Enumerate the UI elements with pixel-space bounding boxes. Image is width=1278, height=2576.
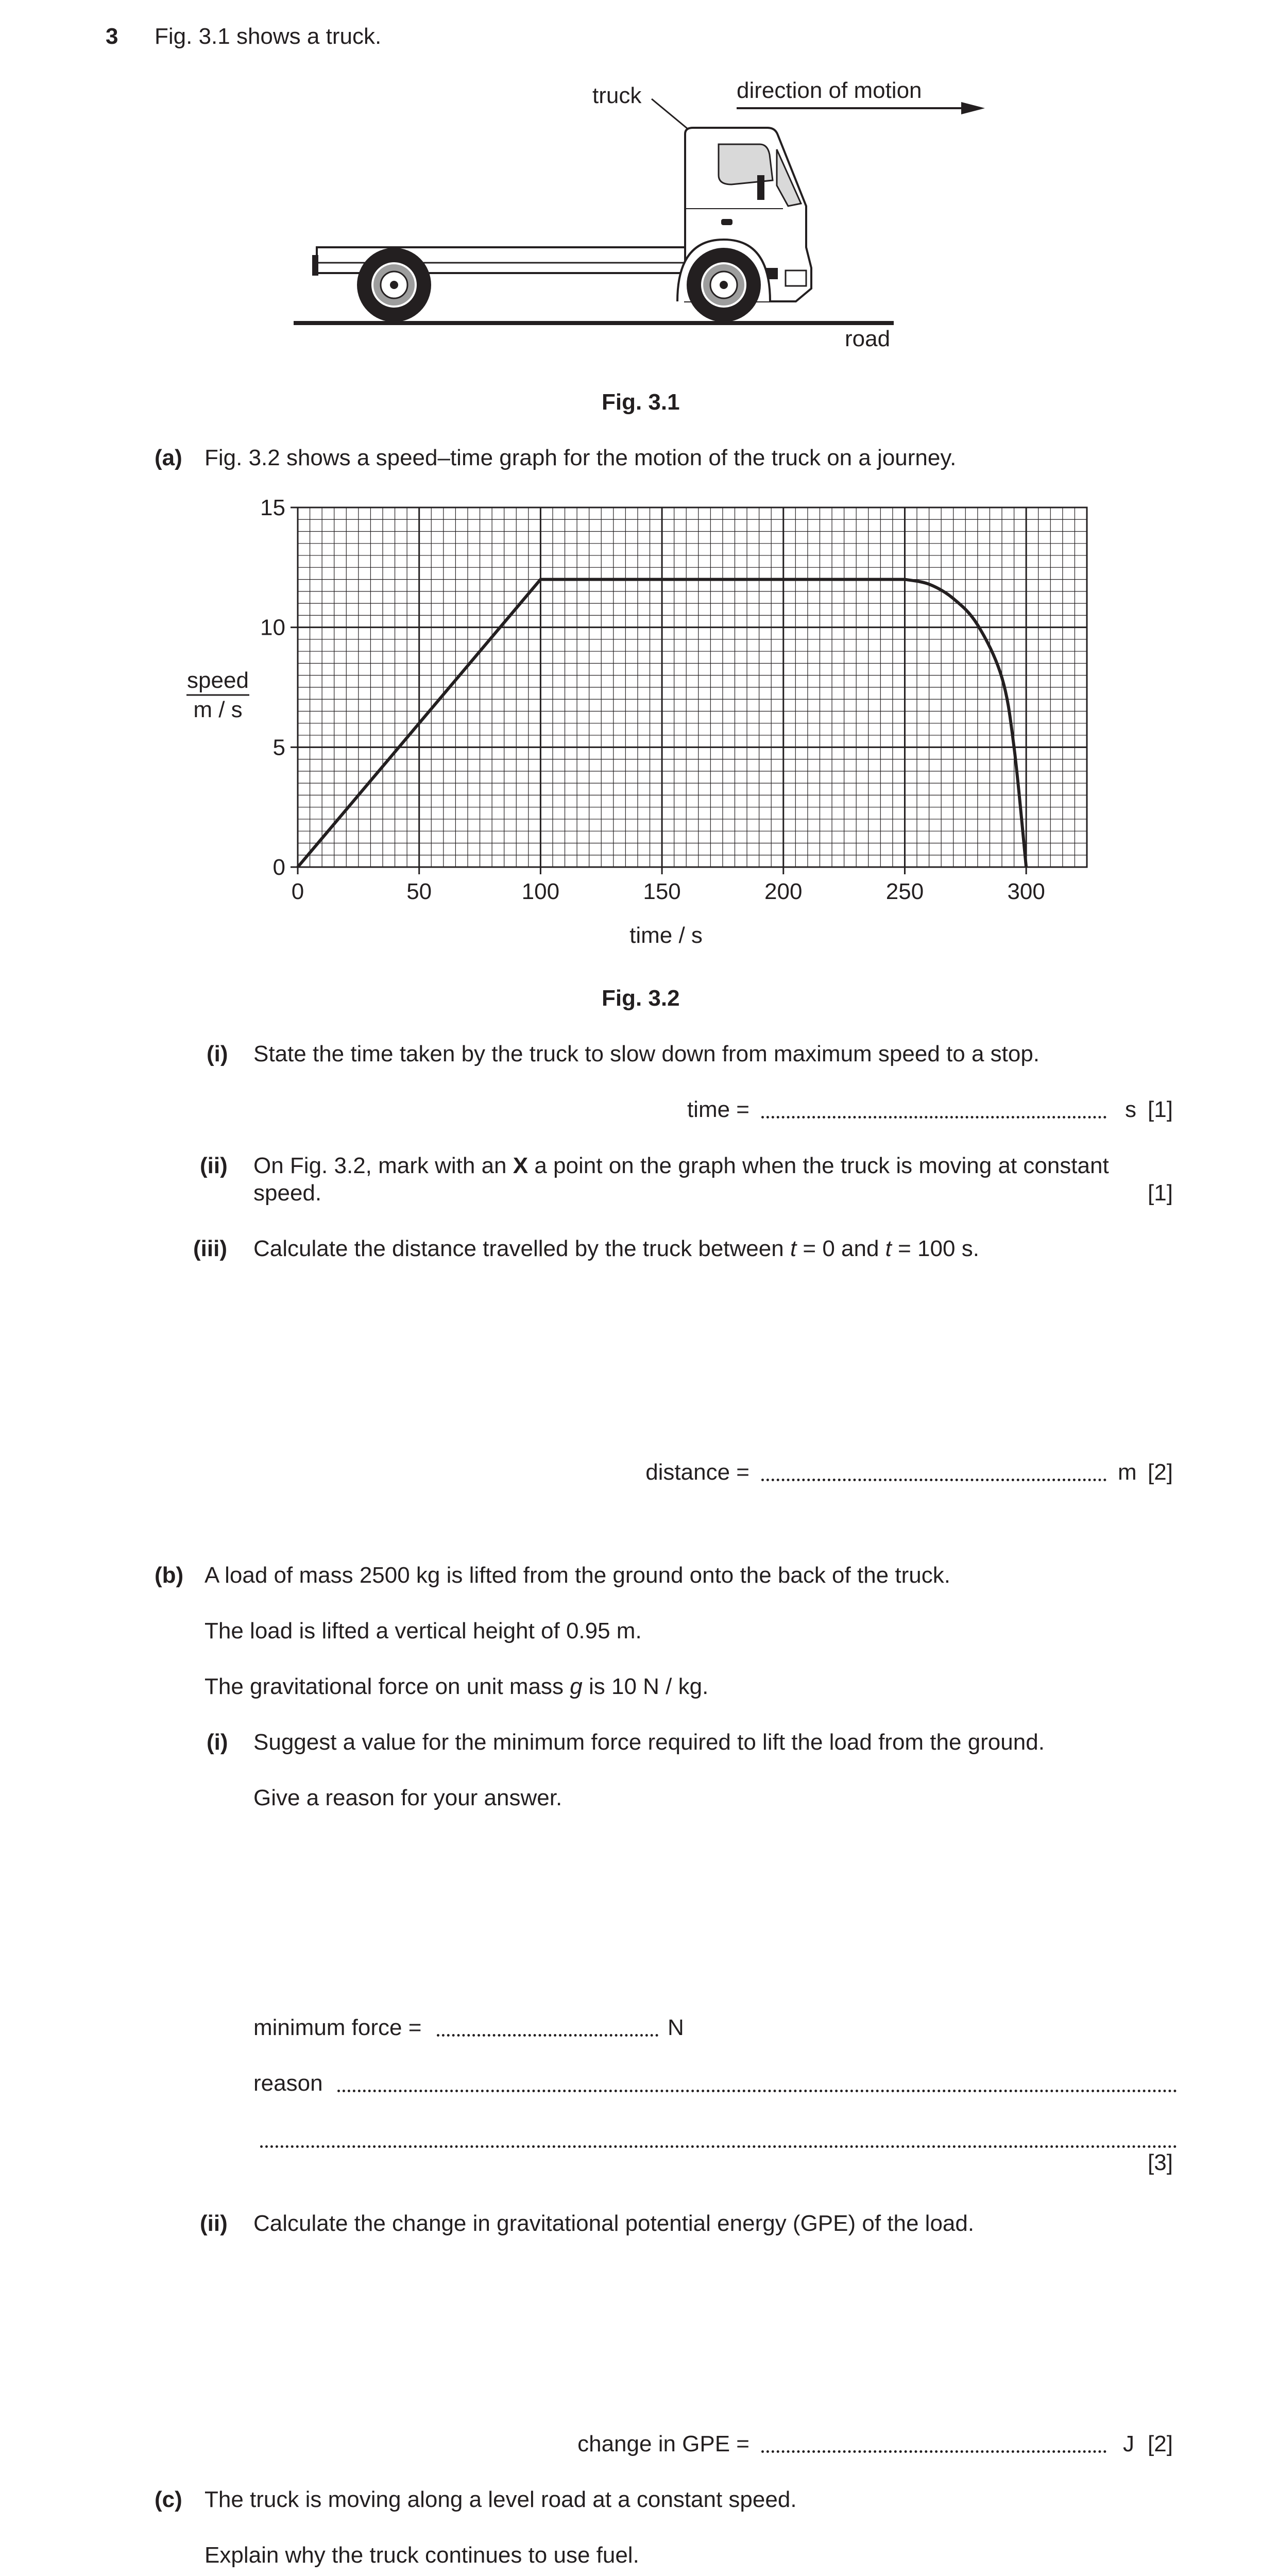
part-b-ii-marks: [2] [1148,2431,1173,2456]
truck-label: truck [592,83,642,108]
part-b-i-text2: Give a reason for your answer. [253,1785,563,1810]
y-tick-label: 0 [272,855,285,880]
part-a-iii-marks: [2] [1148,1460,1173,1485]
distance-unit: m [1118,1460,1137,1485]
fig32-caption: Fig. 3.2 [602,986,680,1011]
question-intro: Fig. 3.1 shows a truck. [155,24,382,49]
y-axis-label-top: speed [187,668,249,693]
truck-rear-light [312,255,318,276]
x-tick-label: 250 [885,879,924,904]
part-b-i-marks: [3] [1148,2150,1173,2175]
truck-mirror [757,175,764,200]
rear-wheel [357,248,431,322]
part-c-label: (c) [155,2487,182,2512]
part-b-ii-label: (ii) [200,2211,228,2236]
truck-figure [278,72,1010,361]
x-tick-label: 150 [643,879,681,904]
distance-answer-field[interactable] [761,1479,1106,1481]
part-b-line3: The gravitational force on unit mass g is 10 N / kg. [205,1674,709,1699]
x-tick-label: 100 [521,879,560,904]
min-force-unit: N [668,2015,684,2040]
truck-door-handle [721,219,732,225]
gpe-unit: J [1123,2431,1134,2456]
part-a-ii-text: On Fig. 3.2, mark with an X a point on the graph when the truck is moving at constant [253,1153,1109,1178]
question-number: 3 [106,24,118,49]
x-tick-label: 50 [406,879,432,904]
truck-bumper [786,270,806,286]
part-a-ii-marks: [1] [1148,1180,1173,1206]
time-unit: s [1125,1097,1136,1122]
part-b-i-text: Suggest a value for the minimum force required to lift the load from the ground. [253,1730,1045,1755]
y-tick-label: 15 [260,495,285,520]
min-force-answer-field[interactable] [437,2034,658,2037]
time-answer-field[interactable] [761,1116,1106,1118]
y-tick-label: 10 [260,615,285,640]
part-a-i-marks: [1] [1148,1097,1173,1122]
part-a-iii-text: Calculate the distance travelled by the truck between t = 0 and t = 100 s. [253,1236,979,1261]
time-answer-label: time = [687,1097,749,1122]
part-b-i-label: (i) [207,1730,228,1755]
part-a-text: Fig. 3.2 shows a speed–time graph for the motion of the truck on a journey. [205,445,957,470]
x-tick-label: 200 [764,879,803,904]
speed-time-chart [170,489,1133,953]
gpe-answer-label: change in GPE = [577,2431,749,2456]
part-b-label: (b) [155,1563,184,1588]
reason-label: reason [253,2071,323,2096]
truck-window [719,144,773,184]
reason-answer-line-1[interactable] [337,2090,1177,2092]
part-b-ii-text: Calculate the change in gravitational potential energy (GPE) of the load. [253,2211,975,2236]
part-a-i-label: (i) [207,1041,228,1066]
distance-answer-label: distance = [645,1460,749,1485]
fig31-caption: Fig. 3.1 [602,389,680,415]
front-wheel [687,248,761,322]
gpe-answer-field[interactable] [761,2450,1106,2453]
direction-label: direction of motion [737,78,922,103]
part-b-line2: The load is lifted a vertical height of 0.95 m. [205,1618,642,1643]
grid-minor [298,507,1087,867]
truck-leader-line [652,99,688,129]
part-a-i-text: State the time taken by the truck to slow down from maximum speed to a stop. [253,1041,1040,1066]
part-c-line2: Explain why the truck continues to use fuel. [205,2543,639,2568]
part-a-ii-text-line2: speed. [253,1180,322,1206]
part-a-iii-label: (iii) [193,1236,227,1261]
part-b-line1: A load of mass 2500 kg is lifted from the ground onto the back of the truck. [205,1563,950,1588]
x-tick-label: 300 [1007,879,1045,904]
x-axis-label: time / s [629,923,703,948]
part-a-ii-label: (ii) [200,1153,228,1178]
part-c-line1: The truck is moving along a level road at a constant speed. [205,2487,797,2512]
y-axis-label-bottom: m / s [193,697,243,722]
min-force-answer-label: minimum force = [253,2015,422,2040]
x-tick-label: 0 [291,879,304,904]
reason-answer-line-2[interactable] [260,2145,1177,2148]
direction-arrow-head [961,102,985,114]
y-tick-label: 5 [272,735,285,760]
road-label: road [845,326,891,351]
part-a-label: (a) [155,445,182,470]
